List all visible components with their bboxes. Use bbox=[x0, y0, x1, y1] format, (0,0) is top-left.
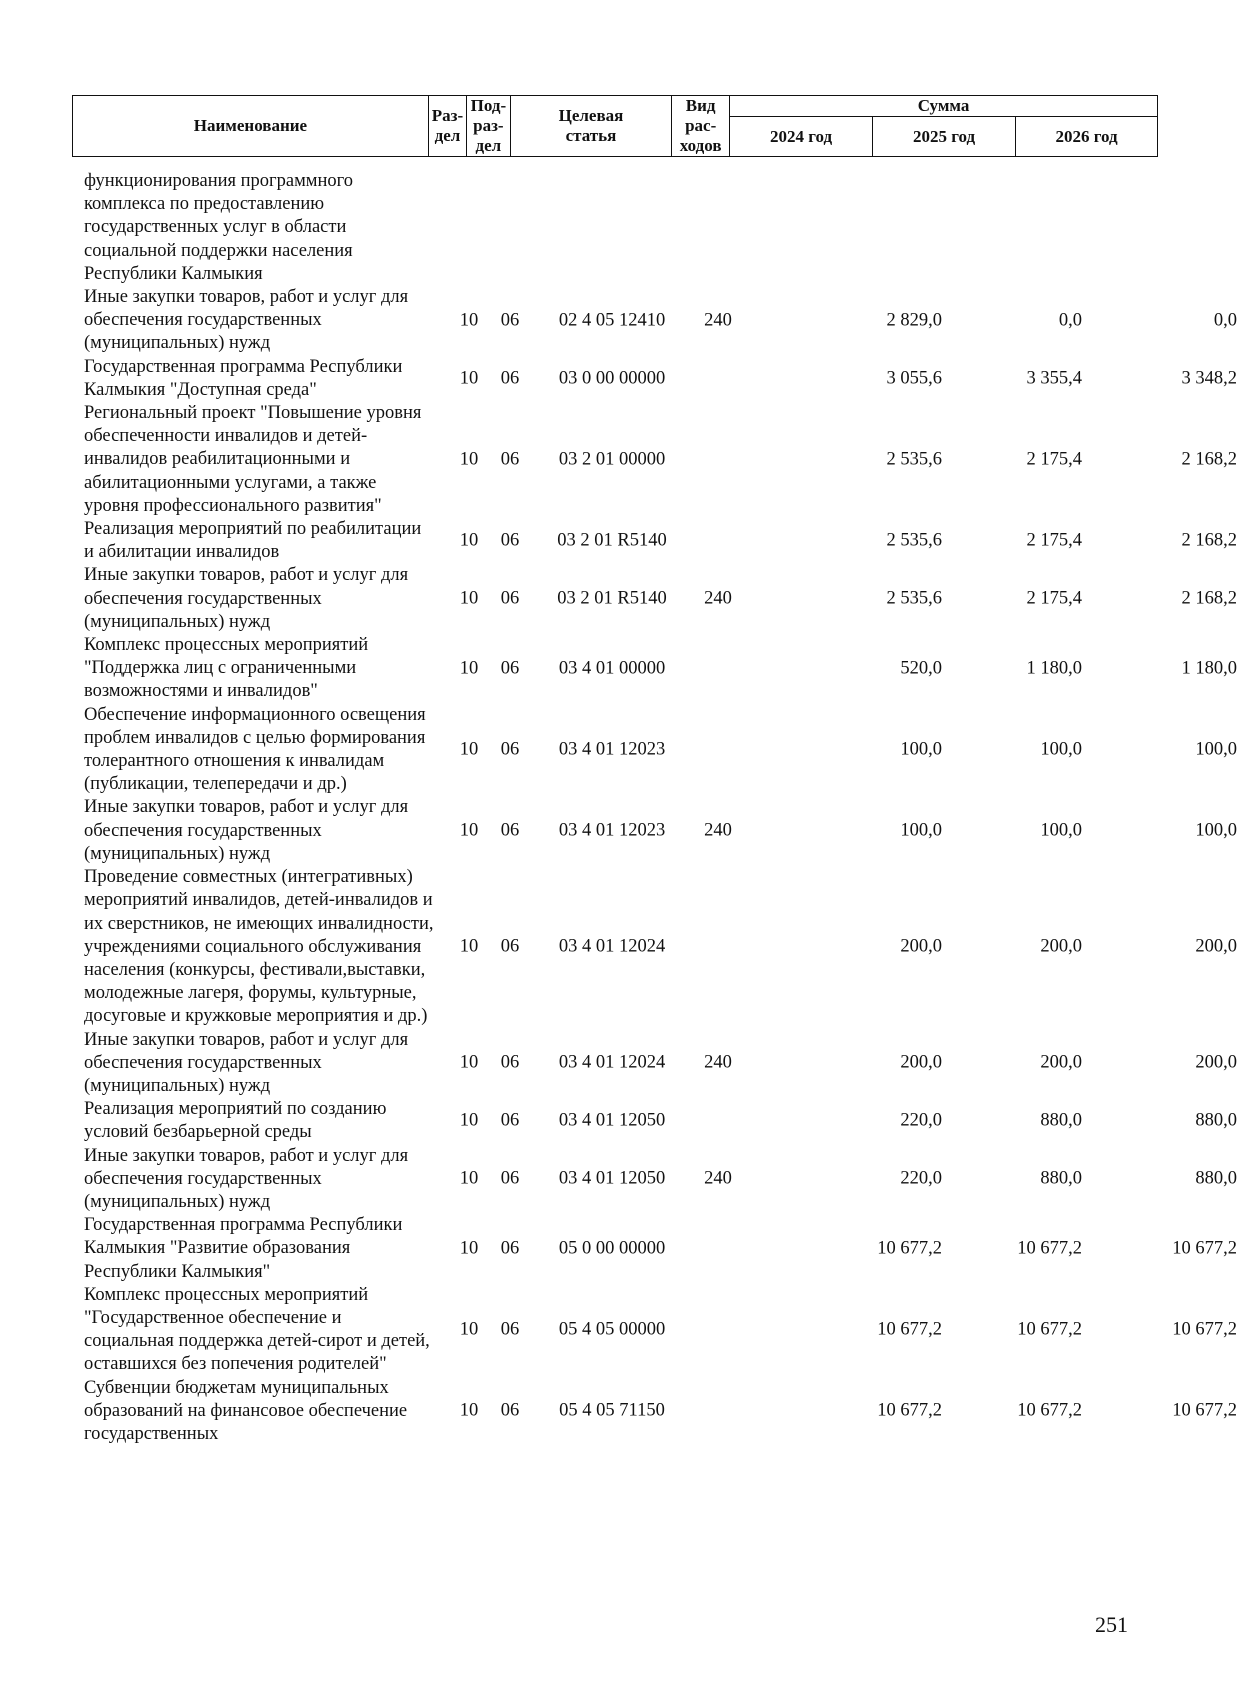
row-y2025: 200,0 bbox=[1040, 1052, 1082, 1073]
row-name: Иные закупки товаров, работ и услуг для обеспечения государственных (муниципальных) нужд bbox=[84, 1145, 409, 1212]
row-y2026: 2 168,2 bbox=[1181, 449, 1237, 470]
table-row bbox=[72, 356, 1237, 402]
row-y2026: 880,0 bbox=[1195, 1110, 1237, 1131]
row-y2026: 0,0 bbox=[1213, 310, 1237, 331]
table-row bbox=[72, 564, 1237, 634]
header-summa: Сумма bbox=[730, 96, 1158, 117]
row-y2024: 520,0 bbox=[900, 658, 942, 679]
header-code: Целевая статья bbox=[510, 96, 672, 157]
row-y2024: 2 535,6 bbox=[886, 449, 942, 470]
row-razdel: 10 bbox=[459, 820, 479, 841]
row-y2026: 200,0 bbox=[1195, 936, 1237, 957]
row-y2024: 100,0 bbox=[900, 820, 942, 841]
row-y2025: 2 175,4 bbox=[1026, 530, 1082, 551]
row-y2024: 220,0 bbox=[900, 1168, 942, 1189]
row-name: Иные закупки товаров, работ и услуг для обеспечения государственных (муниципальных) нужд bbox=[84, 797, 409, 864]
row-vid: 240 bbox=[704, 310, 732, 331]
row-podrazdel: 06 bbox=[500, 368, 520, 389]
row-podrazdel: 06 bbox=[500, 739, 520, 760]
row-code: 03 2 01 00000 bbox=[558, 449, 666, 470]
row-code: 03 4 01 12050 bbox=[558, 1168, 666, 1189]
header-year-2026: 2026 год bbox=[1016, 117, 1158, 157]
table-row bbox=[72, 704, 1237, 797]
table-row bbox=[72, 634, 1237, 704]
row-y2024: 10 677,2 bbox=[877, 1238, 942, 1259]
table-row bbox=[72, 402, 1237, 518]
row-y2024: 10 677,2 bbox=[877, 1400, 942, 1421]
table-row bbox=[72, 1214, 1237, 1284]
row-name: Проведение совместных (интегративных) мероприятий инвалидов, детей-инвалидов и их сверстников, не имеющих инвалидности, учреждениями социального обслуживания населения (конкурсы, фестивали,выставки, молодежные лагеря, форумы, культурные, досуговые и кружковые мероприятия и др.) bbox=[84, 867, 434, 1027]
row-name: Иные закупки товаров, работ и услуг для обеспечения государственных (муниципальных) нужд bbox=[84, 565, 409, 632]
row-name: Иные закупки товаров, работ и услуг для обеспечения государственных (муниципальных) нужд bbox=[84, 1029, 409, 1096]
row-y2024: 200,0 bbox=[900, 1052, 942, 1073]
row-name: Иные закупки товаров, работ и услуг для обеспечения государственных (муниципальных) нужд bbox=[84, 287, 409, 354]
row-vid: 240 bbox=[704, 1052, 732, 1073]
row-code: 03 4 01 12050 bbox=[558, 1110, 666, 1131]
row-razdel: 10 bbox=[459, 588, 479, 609]
row-podrazdel: 06 bbox=[500, 820, 520, 841]
row-razdel: 10 bbox=[459, 1319, 479, 1340]
row-code: 03 4 01 12023 bbox=[558, 820, 666, 841]
row-code: 02 4 05 12410 bbox=[558, 310, 666, 331]
row-code: 03 2 01 R5140 bbox=[557, 588, 667, 609]
row-razdel: 10 bbox=[459, 449, 479, 470]
row-code: 05 4 05 71150 bbox=[559, 1400, 665, 1421]
page-number: 251 bbox=[1095, 1612, 1128, 1637]
table-row bbox=[72, 1284, 1237, 1377]
row-code: 05 0 00 00000 bbox=[558, 1238, 666, 1259]
row-y2025: 100,0 bbox=[1040, 739, 1082, 760]
row-podrazdel: 06 bbox=[500, 1238, 520, 1259]
row-vid: 240 bbox=[704, 820, 732, 841]
row-y2026: 1 180,0 bbox=[1181, 658, 1237, 679]
row-razdel: 10 bbox=[459, 310, 479, 331]
header-year-2024: 2024 год bbox=[730, 117, 873, 157]
row-y2026: 100,0 bbox=[1195, 739, 1237, 760]
table-header bbox=[72, 95, 1158, 157]
row-razdel: 10 bbox=[459, 1168, 479, 1189]
row-podrazdel: 06 bbox=[500, 1400, 520, 1421]
row-podrazdel: 06 bbox=[500, 1052, 520, 1073]
row-y2026: 10 677,2 bbox=[1172, 1319, 1237, 1340]
table-row bbox=[72, 796, 1237, 866]
row-y2025: 0,0 bbox=[1058, 310, 1082, 331]
table-row bbox=[72, 170, 1162, 286]
row-y2026: 2 168,2 bbox=[1181, 588, 1237, 609]
row-razdel: 10 bbox=[459, 658, 479, 679]
row-y2025: 10 677,2 bbox=[1017, 1238, 1082, 1259]
table-row bbox=[72, 866, 1237, 1028]
row-name: Государственная программа Республики Калмыкия "Развитие образования Республики Калмыкия" bbox=[84, 1215, 403, 1282]
table-row bbox=[72, 1098, 1237, 1144]
row-razdel: 10 bbox=[459, 1238, 479, 1259]
row-razdel: 10 bbox=[459, 530, 479, 551]
row-razdel: 10 bbox=[459, 368, 479, 389]
header-razdel: Раз- дел bbox=[428, 96, 466, 157]
row-name: Обеспечение информационного освещения проблем инвалидов с целью формирования толерантного отношения к инвалидам (публикации, телепередачи и др.) bbox=[84, 704, 426, 795]
row-y2025: 880,0 bbox=[1040, 1168, 1082, 1189]
row-y2024: 220,0 bbox=[900, 1110, 942, 1131]
row-code: 05 4 05 00000 bbox=[558, 1319, 666, 1340]
row-name: Реализация мероприятий по созданию условий безбарьерной среды bbox=[84, 1099, 387, 1143]
row-y2025: 200,0 bbox=[1040, 936, 1082, 957]
row-y2026: 200,0 bbox=[1195, 1052, 1237, 1073]
table-row bbox=[72, 1145, 1237, 1215]
row-y2024: 100,0 bbox=[900, 739, 942, 760]
row-vid: 240 bbox=[704, 1168, 732, 1189]
row-y2024: 200,0 bbox=[900, 936, 942, 957]
row-y2026: 3 348,2 bbox=[1181, 368, 1237, 389]
row-name: функционирования программного комплекса по предоставлению государственных услуг в области социальной поддержки населения Республики Калмыкия bbox=[84, 171, 354, 284]
row-razdel: 10 bbox=[459, 739, 479, 760]
row-y2025: 10 677,2 bbox=[1017, 1319, 1082, 1340]
row-y2024: 10 677,2 bbox=[877, 1319, 942, 1340]
row-name: Комплекс процессных мероприятий "Поддержка лиц с ограниченными возможностями и инвалидов" bbox=[84, 635, 369, 702]
header-name: Наименование bbox=[73, 96, 429, 157]
row-code: 03 4 01 12024 bbox=[558, 936, 666, 957]
row-podrazdel: 06 bbox=[500, 936, 520, 957]
row-razdel: 10 bbox=[459, 1052, 479, 1073]
row-podrazdel: 06 bbox=[500, 1168, 520, 1189]
row-podrazdel: 06 bbox=[500, 530, 520, 551]
table-row bbox=[72, 1377, 1237, 1447]
row-y2025: 10 677,2 bbox=[1017, 1400, 1082, 1421]
row-name: Государственная программа Республики Калмыкия "Доступная среда" bbox=[84, 356, 403, 400]
row-y2026: 2 168,2 bbox=[1181, 530, 1237, 551]
row-y2024: 3 055,6 bbox=[886, 368, 942, 389]
row-y2025: 100,0 bbox=[1040, 820, 1082, 841]
row-code: 03 0 00 00000 bbox=[558, 368, 666, 389]
row-podrazdel: 06 bbox=[500, 310, 520, 331]
row-podrazdel: 06 bbox=[500, 1319, 520, 1340]
row-podrazdel: 06 bbox=[500, 658, 520, 679]
row-y2025: 1 180,0 bbox=[1026, 658, 1082, 679]
row-name: Региональный проект "Повышение уровня обеспеченности инвалидов и детей-инвалидов реабилитационными и абилитационными услугами, а также уровня профессионального развития" bbox=[84, 403, 422, 516]
row-podrazdel: 06 bbox=[500, 449, 520, 470]
row-code: 03 4 01 12023 bbox=[558, 739, 666, 760]
row-razdel: 10 bbox=[459, 1110, 479, 1131]
row-name: Реализация мероприятий по реабилитации и абилитации инвалидов bbox=[84, 519, 422, 563]
row-y2025: 880,0 bbox=[1040, 1110, 1082, 1131]
row-vid: 240 bbox=[704, 588, 732, 609]
row-y2026: 100,0 bbox=[1195, 820, 1237, 841]
table-row bbox=[72, 286, 1237, 356]
table-row bbox=[72, 518, 1237, 564]
row-y2025: 3 355,4 bbox=[1026, 368, 1082, 389]
row-y2026: 10 677,2 bbox=[1172, 1400, 1237, 1421]
row-code: 03 4 01 12024 bbox=[558, 1052, 666, 1073]
table-body bbox=[72, 170, 1237, 1446]
row-podrazdel: 06 bbox=[500, 588, 520, 609]
row-podrazdel: 06 bbox=[500, 1110, 520, 1131]
row-razdel: 10 bbox=[459, 1400, 479, 1421]
row-y2026: 10 677,2 bbox=[1172, 1238, 1237, 1259]
row-code: 03 2 01 R5140 bbox=[557, 530, 667, 551]
header-year-2025: 2025 год bbox=[873, 117, 1016, 157]
table-row bbox=[72, 1029, 1237, 1099]
row-y2025: 2 175,4 bbox=[1026, 588, 1082, 609]
row-name: Субвенции бюджетам муниципальных образований на финансовое обеспечение государственных bbox=[84, 1377, 408, 1444]
row-razdel: 10 bbox=[459, 936, 479, 957]
row-y2026: 880,0 bbox=[1195, 1168, 1237, 1189]
row-y2024: 2 829,0 bbox=[886, 310, 942, 331]
row-y2024: 2 535,6 bbox=[886, 530, 942, 551]
header-vid: Вид рас- ходов bbox=[672, 96, 730, 157]
row-name: Комплекс процессных мероприятий "Государственное обеспечение и социальная поддержка детей-сирот и детей, оставшихся без попечения родителей" bbox=[84, 1284, 430, 1375]
row-y2025: 2 175,4 bbox=[1026, 449, 1082, 470]
row-code: 03 4 01 00000 bbox=[558, 658, 666, 679]
header-podrazdel: Под- раз- дел bbox=[467, 96, 511, 157]
row-y2024: 2 535,6 bbox=[886, 588, 942, 609]
